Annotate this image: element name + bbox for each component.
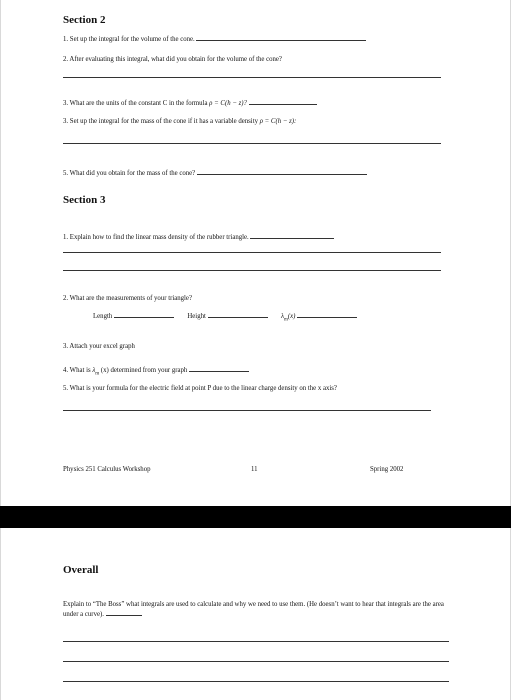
section-2-question-2: 2. After evaluating this integral, what did you obtain for the volume of the cone?	[63, 56, 282, 63]
length-label: Length	[93, 313, 113, 320]
answer-line[interactable]	[63, 252, 441, 253]
overall-question	[63, 601, 449, 619]
length-blank[interactable]	[114, 311, 174, 318]
question-text: 3. What are the units of the constant C in the formula	[63, 100, 208, 107]
section-2-heading: Section 2	[63, 14, 106, 26]
section-2-question-1	[63, 34, 366, 44]
footer-term: Spring 2002	[370, 466, 404, 473]
density-formula: ρ = C(h − z):	[259, 118, 297, 125]
answer-blank[interactable]	[250, 232, 334, 239]
triangle-measurements-row	[93, 311, 357, 324]
density-formula: ρ = C(h − z)?	[209, 100, 247, 107]
answer-line[interactable]	[63, 143, 441, 144]
page-separator	[0, 506, 511, 528]
answer-blank[interactable]	[189, 365, 249, 372]
section-3-question-3: 3. Attach your excel graph	[63, 343, 135, 350]
section-3-heading: Section 3	[63, 194, 106, 206]
section-3-question-1	[63, 232, 334, 242]
lambda-argument: (x)	[287, 313, 296, 320]
answer-blank[interactable]	[197, 168, 367, 175]
answer-line[interactable]	[63, 77, 441, 78]
answer-line[interactable]	[63, 681, 449, 682]
height-blank[interactable]	[208, 311, 268, 318]
question-text: 5. What did you obtain for the mass of the cone?	[63, 170, 196, 177]
lambda-subscript: m	[283, 317, 288, 323]
lambda-symbol: λ	[280, 313, 284, 320]
overall-heading: Overall	[63, 564, 99, 576]
answer-line[interactable]	[63, 661, 449, 662]
worksheet-page-12	[0, 528, 511, 700]
answer-blank[interactable]	[249, 98, 317, 105]
question-text: 1. Set up the integral for the volume of the cone.	[63, 36, 195, 43]
section-3-question-5: 5. What is your formula for the electric field at point P due to the linear charge density on the x axis?	[63, 385, 337, 392]
answer-line[interactable]	[63, 270, 441, 271]
section-2-question-3-units	[63, 98, 317, 108]
height-label: Height	[187, 313, 206, 320]
answer-blank[interactable]	[106, 609, 142, 616]
lambda-symbol: λ	[92, 367, 96, 374]
section-3-question-2: 2. What are the measurements of your triangle?	[63, 295, 192, 302]
question-text: 1. Explain how to find the linear mass density of the rubber triangle.	[63, 234, 249, 241]
footer-course-title: Physics 251 Calculus Workshop	[63, 466, 151, 473]
footer-page-number: 11	[251, 466, 258, 473]
question-text: 4. What is	[63, 367, 91, 374]
lambda-blank[interactable]	[297, 311, 357, 318]
section-2-question-3-mass-integral	[63, 118, 296, 126]
section-2-question-5	[63, 168, 367, 178]
lambda-subscript: m	[95, 371, 100, 377]
answer-line[interactable]	[63, 410, 431, 411]
question-text: Explain to “The Boss” what integrals are used to calculate and why we need to use them. (He doesn’t want to hear that integrals are the area under a curve).	[63, 601, 444, 618]
section-3-question-4	[63, 365, 249, 378]
answer-blank[interactable]	[196, 34, 366, 41]
question-text: (x) determined from your graph	[100, 367, 188, 374]
question-text: 3. Set up the integral for the mass of the cone if it has a variable density	[63, 118, 258, 125]
answer-line[interactable]	[63, 641, 449, 642]
